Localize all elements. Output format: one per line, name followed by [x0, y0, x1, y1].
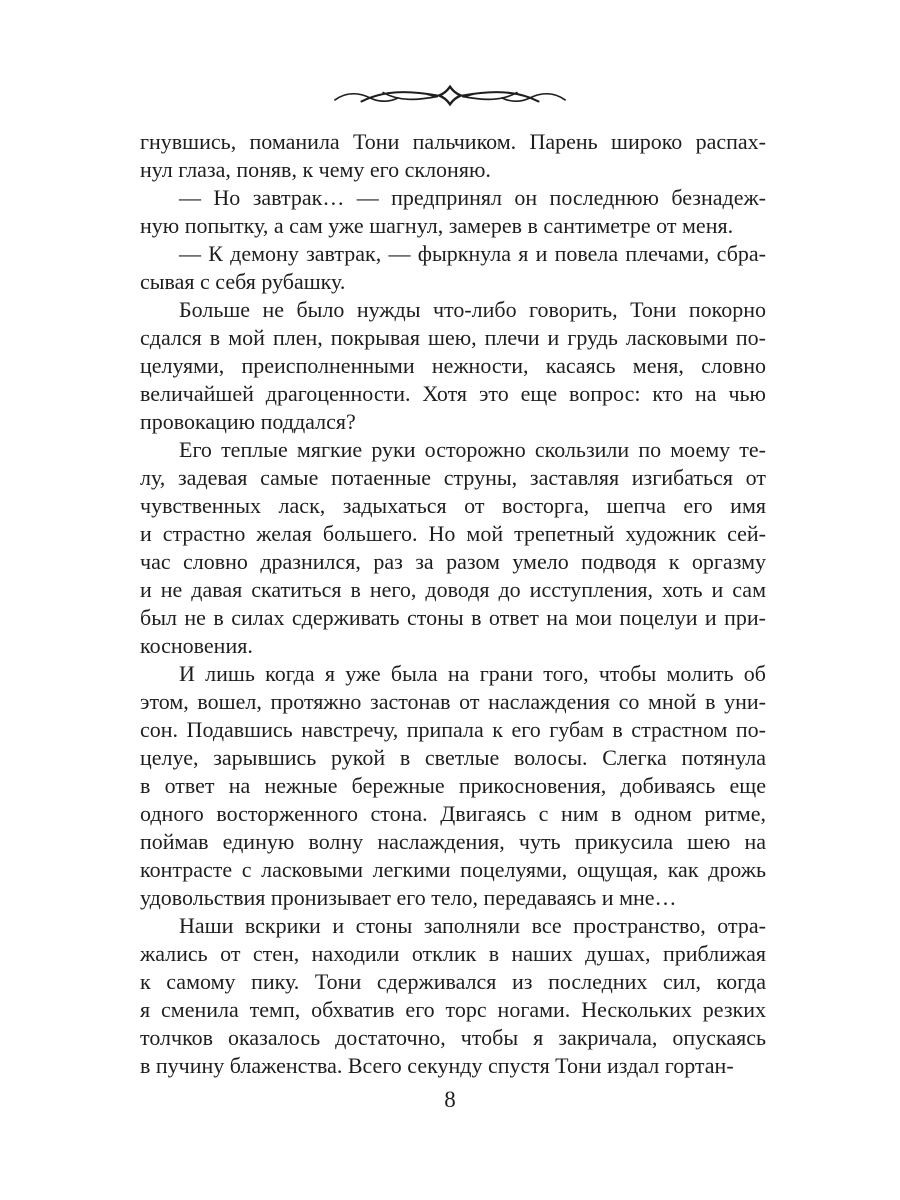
text-line: косновения.: [140, 633, 253, 658]
text-line: гнувшись, поманила Тони пальчиком. Парень широко распах-: [140, 129, 766, 154]
text-line: чувственных ласк, задыхаться от восторга, шепча его имя: [140, 493, 766, 518]
paragraph: [140, 660, 766, 912]
text-line: нул глаза, поняв, к чему его склоняю.: [140, 157, 491, 182]
text-line: жались от стен, находили отклик в наших душах, приближая: [140, 941, 766, 966]
text-line: к самому пику. Тони сдерживался из последних сил, когда: [140, 969, 766, 994]
text-line: был не в силах сдерживать стоны в ответ на мои поцелуи и при-: [140, 605, 766, 630]
text-line: контрасте с ласковыми легкими поцелуями, ощущая, как дрожь: [140, 857, 766, 882]
text-line: Его теплые мягкие руки осторожно скользили по моему те-: [179, 437, 766, 462]
text-line: этом, вошел, протяжно застонав от наслаждения со мной в уни-: [140, 689, 766, 714]
text-line: лу, задевая самые потаенные струны, заставляя изгибаться от: [140, 465, 766, 490]
text-line: И лишь когда я уже была на грани того, чтобы молить об: [179, 661, 766, 686]
page-number: 8: [444, 1087, 456, 1112]
text-line: одного восторженного стона. Двигаясь с ним в одном ритме,: [140, 801, 766, 826]
text-line: в пучину блаженства. Всего секунду спустя Тони издал гортан-: [140, 1053, 734, 1078]
text-line: толчков оказалось достаточно, чтобы я закричала, опускаясь: [140, 1025, 766, 1050]
text-line: сдался в мой плен, покрывая шею, плечи и грудь ласковыми по-: [140, 325, 766, 350]
paragraph: [140, 184, 766, 240]
text-line: Наши вскрики и стоны заполняли все пространство, отра-: [179, 913, 766, 938]
paragraph: [140, 912, 766, 1080]
flourish-divider-icon: [332, 83, 568, 109]
text-line: и не давая скатиться в него, доводя до исступления, хоть и сам: [140, 577, 766, 602]
text-line: я сменила темп, обхватив его торс ногами. Нескольких резких: [140, 997, 766, 1022]
text-line: поймав единую волну наслаждения, чуть прикусила шею на: [140, 829, 766, 854]
text-line: провокацию поддался?: [140, 409, 356, 434]
page-text: [140, 128, 766, 1080]
text-line: и страстно желая большего. Но мой трепетный художник сей-: [140, 521, 766, 546]
paragraph: [140, 296, 766, 436]
text-line: — Но завтрак… — предпринял он последнюю безнадеж-: [179, 185, 766, 210]
text-line: целуе, зарывшись рукой в светлые волосы. Слегка потянула: [140, 745, 766, 770]
text-line: сывая с себя рубашку.: [140, 269, 346, 294]
text-line: целуями, преисполненными нежности, касаясь меня, словно: [140, 353, 766, 378]
paragraph: [140, 128, 766, 184]
text-line: ную попытку, а сам уже шагнул, замерев в сантиметре от меня.: [140, 213, 734, 238]
paragraph: [140, 240, 766, 296]
text-line: час словно дразнился, раз за разом умело подводя к оргазму: [140, 549, 766, 574]
paragraph: [140, 436, 766, 660]
text-line: величайшей драгоценности. Хотя это еще вопрос: кто на чью: [140, 381, 766, 406]
text-line: сон. Подавшись навстречу, припала к его губам в страстном по-: [140, 717, 766, 742]
text-line: удовольствия пронизывает его тело, передаваясь и мне…: [140, 885, 677, 910]
text-line: Больше не было нужды что-либо говорить, Тони покорно: [179, 297, 766, 322]
text-line: в ответ на нежные бережные прикосновения, добиваясь еще: [140, 773, 766, 798]
text-line: — К демону завтрак, — фыркнула я и повела плечами, сбра-: [179, 241, 766, 266]
